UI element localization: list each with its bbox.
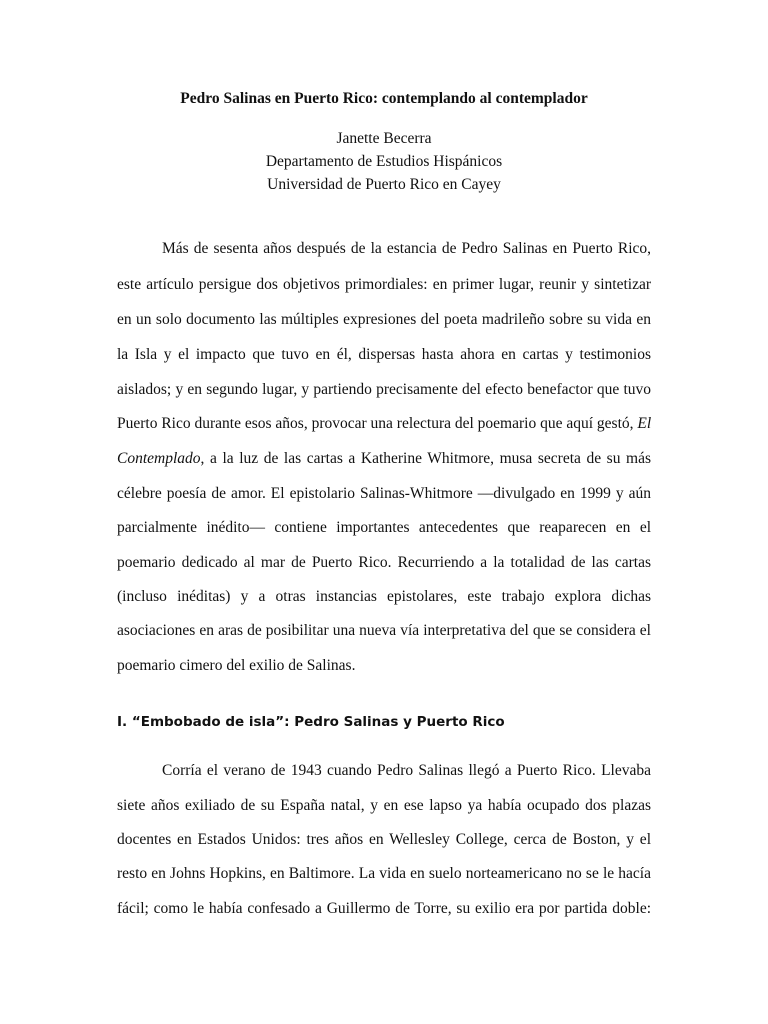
book-title-italic: El	[637, 415, 652, 432]
abstract-line: parcialmente inédito— contiene importantes antecedentes que reaparecen en el	[117, 519, 651, 536]
author-name: Janette Becerra	[336, 130, 432, 147]
abstract-line: (incluso inéditas) y a otras instancias epistolares, este trabajo explora dichas	[117, 588, 651, 605]
abstract-line	[117, 449, 651, 469]
body-line: docentes en Estados Unidos: tres años en Wellesley College, cerca de Boston, y el	[117, 831, 651, 848]
abstract-line: célebre poesía de amor. El epistolario Salinas-Whitmore —divulgado en 1999 y aún	[117, 485, 651, 502]
abstract-line: poemario cimero del exilio de Salinas.	[117, 657, 356, 674]
abstract-line: poemario dedicado al mar de Puerto Rico. Recurriendo a la totalidad de las cartas	[117, 554, 651, 571]
section-heading: I. “Embobado de isla”: Pedro Salinas y Puerto Rico	[117, 714, 505, 730]
body-line: fácil; como le había confesado a Guillermo de Torre, su exilio era por partida doble:	[117, 900, 651, 917]
abstract-line: la Isla y el impacto que tuvo en él, dispersas hasta ahora en cartas y testimonios	[117, 346, 651, 363]
abstract-line: en un solo documento las múltiples expresiones del poeta madrileño sobre su vida en	[117, 311, 651, 328]
abstract-line: Más de sesenta años después de la estancia de Pedro Salinas en Puerto Rico,	[162, 240, 651, 257]
author-department: Departamento de Estudios Hispánicos	[265, 153, 503, 170]
paper-title: Pedro Salinas en Puerto Rico: contemplando al contemplador	[180, 90, 588, 107]
book-title-italic: Contemplado	[117, 450, 201, 467]
body-line: siete años exiliado de su España natal, y en ese lapso ya había ocupado dos plazas	[117, 797, 651, 814]
abstract-line-text: Puerto Rico durante esos años, provocar una relectura del poemario que aquí gestó,	[117, 415, 634, 432]
author-university: Universidad de Puerto Rico en Cayey	[267, 176, 501, 193]
abstract-line-text: , a la luz de las cartas a Katherine Whitmore, musa secreta de su más	[200, 450, 651, 467]
body-line: resto en Johns Hopkins, en Baltimore. La vida en suelo norteamericano no se le hacía	[117, 865, 651, 882]
abstract-line: aislados; y en segundo lugar, y partiendo precisamente del efecto benefactor que tuvo	[117, 381, 651, 398]
abstract-line: asociaciones en aras de posibilitar una nueva vía interpretativa del que se considera el	[117, 622, 651, 639]
abstract-line	[117, 414, 651, 434]
body-line: Corría el verano de 1943 cuando Pedro Salinas llegó a Puerto Rico. Llevaba	[162, 762, 651, 779]
abstract-line: este artículo persigue dos objetivos primordiales: en primer lugar, reunir y sintetizar	[117, 276, 651, 293]
